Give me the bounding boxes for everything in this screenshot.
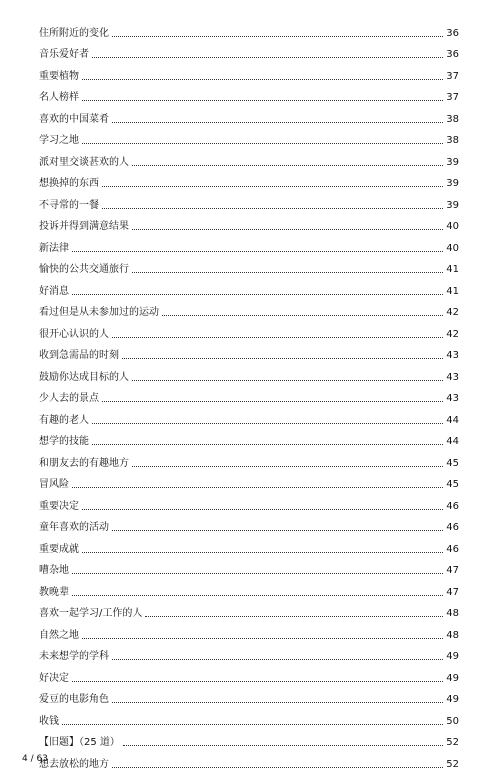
- toc-entry-page: 44: [446, 436, 459, 447]
- toc-leader-dots: [72, 250, 443, 252]
- toc-entry[interactable]: [39, 362, 459, 384]
- toc-leader-dots: [112, 701, 443, 703]
- toc-entry-page: 37: [446, 70, 459, 82]
- toc-entry[interactable]: [39, 212, 459, 234]
- toc-entry-title: 收钱: [39, 715, 59, 727]
- toc-entry-page: 43: [446, 350, 459, 361]
- toc-entry[interactable]: [39, 685, 459, 707]
- toc-entry[interactable]: [39, 298, 459, 320]
- toc-entry-page: 44: [446, 414, 459, 426]
- toc-entry[interactable]: [39, 491, 459, 513]
- toc-leader-dots: [72, 680, 443, 682]
- toc-entry[interactable]: [39, 513, 459, 535]
- toc-entry-title: 少人去的景点: [39, 393, 99, 404]
- toc-entry-page: 52: [446, 758, 459, 770]
- toc-entry-page: 39: [446, 178, 459, 189]
- toc-entry-title: 重要决定: [39, 500, 79, 512]
- toc-entry-title: 教晚辈: [39, 586, 69, 598]
- toc-entry[interactable]: [39, 663, 459, 685]
- toc-entry-title: 派对里交谈甚欢的人: [39, 156, 129, 168]
- toc-entry[interactable]: [39, 255, 459, 277]
- toc-entry-page: 45: [446, 457, 459, 469]
- toc-entry-title: 住所附近的变化: [39, 27, 109, 39]
- toc-entry-title: 和朋友去的有趣地方: [39, 457, 129, 469]
- toc-entry[interactable]: [39, 728, 459, 750]
- toc-leader-dots: [162, 314, 443, 316]
- toc-entry-page: 47: [446, 565, 459, 576]
- toc-entry-page: 40: [446, 242, 459, 254]
- toc-entry[interactable]: [39, 706, 459, 728]
- toc-entry[interactable]: [39, 599, 459, 621]
- toc-entry-title: 自然之地: [39, 629, 79, 641]
- toc-entry-page: 50: [446, 715, 459, 727]
- toc-entry[interactable]: [39, 427, 459, 449]
- toc-entry-title: 未来想学的学科: [39, 651, 109, 662]
- toc-entry-title: 鼓励你达成目标的人: [39, 371, 129, 383]
- toc-leader-dots: [102, 207, 443, 209]
- toc-entry-page: 46: [446, 522, 459, 533]
- toc-entry[interactable]: [39, 126, 459, 148]
- toc-entry-title: 想换掉的东西: [39, 178, 99, 189]
- toc-entry-page: 43: [446, 393, 459, 404]
- toc-leader-dots: [132, 228, 443, 230]
- toc-entry[interactable]: [39, 276, 459, 298]
- toc-leader-dots: [132, 271, 443, 273]
- toc-leader-dots: [112, 658, 443, 660]
- toc-leader-dots: [72, 572, 443, 574]
- toc-leader-dots: [132, 465, 443, 467]
- toc-leader-dots: [82, 551, 443, 553]
- toc-entry-title: 很开心认识的人: [39, 328, 109, 340]
- toc-leader-dots: [72, 486, 443, 488]
- toc-entry-page: 38: [446, 135, 459, 146]
- toc-entry[interactable]: [39, 577, 459, 599]
- toc-entry-page: 52: [446, 737, 459, 748]
- toc-leader-dots: [92, 56, 443, 58]
- toc-entry-title: 嘈杂地: [39, 565, 69, 576]
- toc-entry-page: 48: [446, 608, 459, 619]
- toc-entry-page: 40: [446, 221, 459, 232]
- toc-leader-dots: [82, 142, 443, 144]
- toc-entry-page: 49: [446, 694, 459, 705]
- toc-entry-page: 36: [446, 27, 459, 39]
- toc-leader-dots: [132, 379, 443, 381]
- toc-leader-dots: [112, 336, 443, 338]
- toc-entry[interactable]: [39, 40, 459, 62]
- toc-entry[interactable]: [39, 749, 459, 771]
- toc-leader-dots: [112, 529, 443, 531]
- toc-leader-dots: [62, 723, 443, 725]
- toc-entry-page: 38: [446, 113, 459, 125]
- toc-entry-title: 音乐爱好者: [39, 49, 89, 60]
- toc-leader-dots: [102, 400, 443, 402]
- toc-entry[interactable]: [39, 470, 459, 492]
- toc-entry-title: 喜欢一起学习/工作的人: [39, 608, 143, 619]
- toc-leader-dots: [123, 744, 443, 746]
- toc-entry[interactable]: [39, 104, 459, 126]
- toc-entry-title: 学习之地: [39, 135, 79, 146]
- toc-entry-title: 有趣的老人: [39, 414, 89, 426]
- toc-leader-dots: [82, 508, 443, 510]
- toc-entry-title: 不寻常的一餐: [39, 199, 99, 211]
- toc-entry[interactable]: [39, 620, 459, 642]
- toc-leader-dots: [112, 766, 443, 768]
- toc-entry-title: 【旧题】（25 道）: [39, 737, 120, 748]
- toc-entry-title: 想去放松的地方: [39, 758, 109, 770]
- toc-entry-page: 48: [446, 629, 459, 641]
- toc-leader-dots: [82, 99, 443, 101]
- toc-entry[interactable]: [39, 83, 459, 105]
- toc-leader-dots: [72, 594, 443, 596]
- toc-entry[interactable]: [39, 384, 459, 406]
- toc-entry-title: 喜欢的中国菜肴: [39, 113, 109, 125]
- toc-entry-title: 冒风险: [39, 479, 69, 490]
- toc-entry[interactable]: [39, 448, 459, 470]
- toc-entry-title: 投诉并得到满意结果: [39, 221, 129, 232]
- toc-entry-page: 46: [446, 500, 459, 512]
- toc-entry-title: 看过但是从未参加过的运动: [39, 307, 159, 318]
- toc-leader-dots: [122, 357, 443, 359]
- toc-entry-title: 童年喜欢的活动: [39, 522, 109, 533]
- toc-entry-title: 重要植物: [39, 70, 79, 82]
- toc-leader-dots: [132, 164, 443, 166]
- toc-entry[interactable]: [39, 147, 459, 169]
- page-number: 4 / 63: [22, 754, 48, 764]
- toc-entry-title: 重要成就: [39, 543, 79, 555]
- toc-entry[interactable]: [39, 556, 459, 578]
- toc-leader-dots: [82, 637, 443, 639]
- toc-entry-page: 36: [446, 49, 459, 60]
- toc-entry-page: 41: [446, 264, 459, 275]
- toc-entry-title: 爱豆的电影角色: [39, 694, 109, 705]
- toc-entry-title: 名人榜样: [39, 92, 79, 103]
- toc-entry-page: 49: [446, 672, 459, 684]
- toc-entry[interactable]: [39, 405, 459, 427]
- toc-entry[interactable]: [39, 319, 459, 341]
- toc-entry-title: 愉快的公共交通旅行: [39, 264, 129, 275]
- toc-entry[interactable]: [39, 341, 459, 363]
- toc-entry-page: 46: [446, 543, 459, 555]
- toc-entry-page: 49: [446, 651, 459, 662]
- toc-leader-dots: [102, 185, 443, 187]
- toc-entry[interactable]: [39, 233, 459, 255]
- toc-leader-dots: [82, 78, 443, 80]
- toc-entry-page: 39: [446, 156, 459, 168]
- toc-entry[interactable]: [39, 534, 459, 556]
- toc-entry[interactable]: [39, 18, 459, 40]
- toc-leader-dots: [92, 443, 443, 445]
- toc-leader-dots: [145, 615, 443, 617]
- toc-entry-title: 收到急需品的时刻: [39, 350, 119, 361]
- toc-entry-page: 42: [446, 328, 459, 340]
- toc-entry-title: 想学的技能: [39, 436, 89, 447]
- toc-entry-page: 47: [446, 586, 459, 598]
- toc-leader-dots: [72, 293, 443, 295]
- toc-entry[interactable]: [39, 190, 459, 212]
- toc-entry-page: 45: [446, 479, 459, 490]
- toc-entry-page: 43: [446, 371, 459, 383]
- toc-leader-dots: [92, 422, 443, 424]
- toc-entry-page: 37: [446, 92, 459, 103]
- table-of-contents: [39, 18, 459, 771]
- toc-entry-title: 新法律: [39, 242, 69, 254]
- toc-entry[interactable]: [39, 61, 459, 83]
- toc-entry-page: 39: [446, 199, 459, 211]
- toc-leader-dots: [112, 121, 443, 123]
- toc-entry[interactable]: [39, 642, 459, 664]
- toc-entry-title: 好决定: [39, 672, 69, 684]
- toc-entry[interactable]: [39, 169, 459, 191]
- toc-entry-page: 41: [446, 285, 459, 297]
- toc-entry-page: 42: [446, 307, 459, 318]
- toc-entry-title: 好消息: [39, 285, 69, 297]
- toc-leader-dots: [112, 35, 443, 37]
